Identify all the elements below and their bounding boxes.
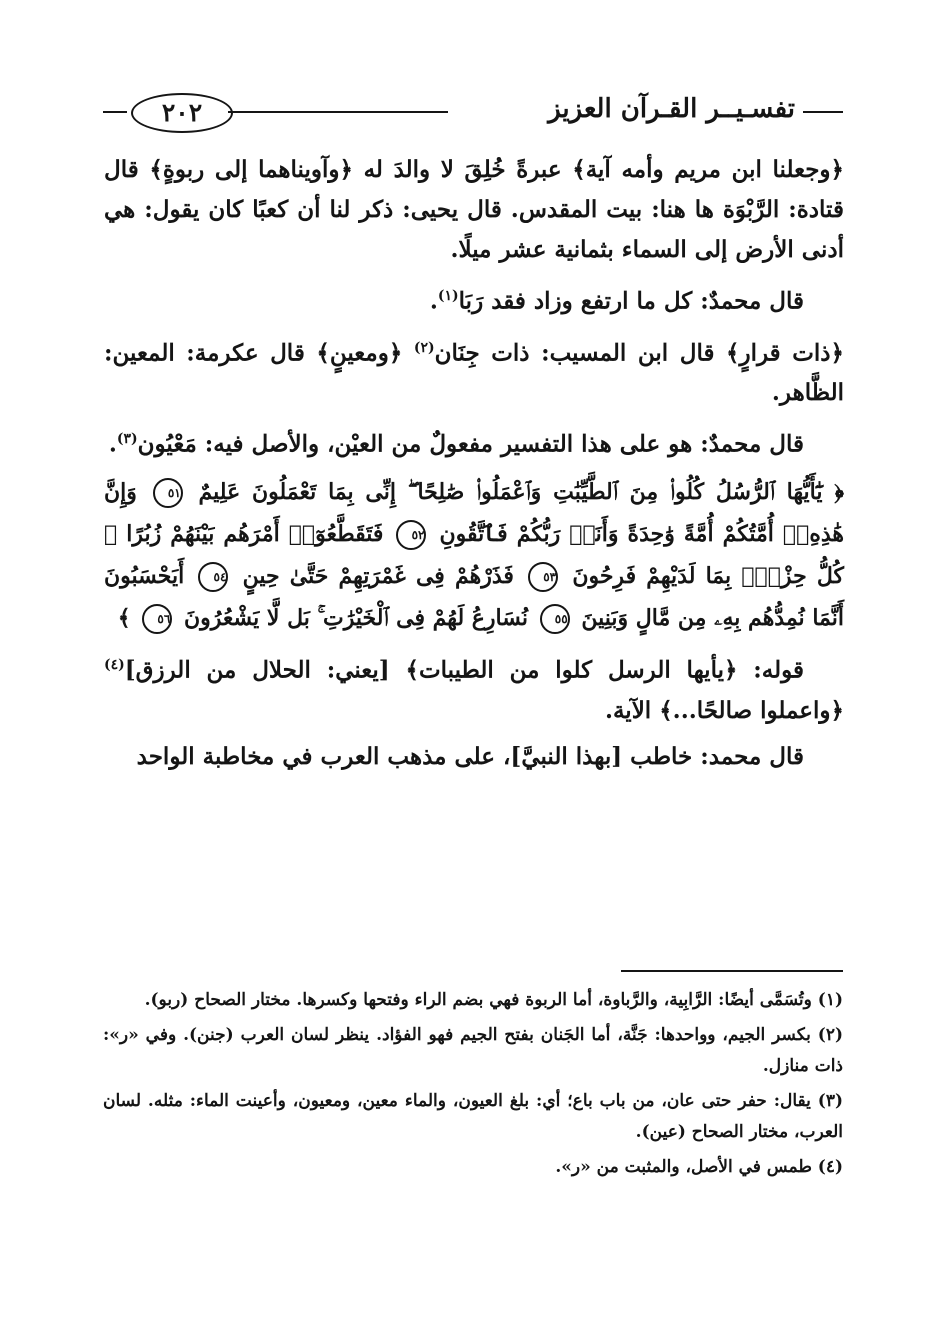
paragraph-raba: قال محمدٌ: كل ما ارتفع وزاد فقد رَبَا$^{(١)}$. [429, 287, 804, 315]
verse-53-text: فَتَقَطَّعُوٓا۟ أَمْرَهُم بَيْنَهُمْ زُبُرًا ۖ كُلُّ حِزْبٍۭ بِمَا لَدَيْهِمْ فَرِحُونَ [104, 520, 844, 589]
paragraph-maeen-text: قال محمدٌ: هو على هذا التفسير مفعولٌ من العيْن، والأصل فيه: مَعْيُون [137, 430, 804, 458]
footnote-ref-4: (٤) [104, 656, 125, 673]
footnote-ref-2: (٢) [413, 339, 435, 356]
ayah-marker-52: ٥٢ [396, 520, 426, 550]
paragraph-qarar-tail: ﴿ومعينٍ﴾ قال عكرمة: المعين: الظَّاهر. [104, 339, 844, 407]
paragraph-qarar-text: ﴿ذات قرارٍ﴾ قال ابن المسيب: ذات جِنَان [434, 339, 844, 367]
footnote-separator [621, 970, 843, 972]
footnotes [103, 985, 843, 1187]
footnote-ref-1: (١) [437, 288, 459, 304]
paragraph-rabwa: ﴿وجعلنا ابن مريم وأمه آية﴾ عبرةً خُلِقَ لا والدَ له ﴿وآويناهما إلى ربوةٍ﴾ قال قتادة: الرَّبْوَة ها هنا: بيت المقدس. قال يحيى: ذكر لنا أن كعبًا كان يقول: هي أدنى الأرض إلى السماء بثمانية عشر ميلًا. [104, 156, 844, 263]
header-rule-right [803, 111, 843, 113]
ayah-marker-54: ٥٤ [198, 562, 228, 592]
quran-verses [104, 471, 844, 639]
verse-52-text: وَإِنَّ هَٰذِهِۦٓ أُمَّتُكُمْ أُمَّةً وَٰحِدَةً وَأَنَا۠ رَبُّكُمْ فَٱتَّقُونِ [104, 478, 844, 547]
paragraph-qawluhu-text: قوله: ﴿يأيها الرسل كلوا من الطيبات﴾ [يعني: الحلال من الرزق] [124, 656, 804, 684]
verse-51-text: ﴿ يَٰٓأَيُّهَا ٱلرُّسُلُ كُلُوا۟ مِنَ ٱلطَّيِّبَٰتِ وَٱعْمَلُوا۟ صَٰلِحًا ۖ إِنِّى بِمَا تَعْمَلُونَ عَلِيمٌ [198, 478, 844, 505]
footnote-2: (٢) بكسر الجيم، وواحدها: جَنَّة، أما الجَنان بفتح الجيم فهو الفؤاد. ينظر لسان العرب (جنن). وفي «ر»: ذات منازل. [103, 1025, 843, 1076]
verse-55-text: أَيَحْسَبُونَ أَنَّمَا نُمِدُّهُم بِهِۦ مِن مَّالٍ وَبَنِينَ [104, 562, 844, 631]
footnote-1: (١) وتُسَمَّى أيضًا: الرَّابِية، والرَّباوة، أما الربوة فهي بضم الراء وفتحها وكسرها. مختار الصحاح (ربو). [144, 990, 843, 1010]
running-title: تفسـيــر القـرآن العزيز [548, 94, 795, 124]
verse-54-text: فَذَرْهُمْ فِى غَمْرَتِهِمْ حَتَّىٰ حِينٍ [242, 562, 514, 589]
verse-closing-bracket: ﴾ [117, 604, 131, 631]
paragraph-qawluhu [104, 645, 844, 731]
ayah-marker-53: ٥٣ [528, 562, 558, 592]
header-rule-left [103, 111, 127, 113]
footnote-4: (٤) طمس في الأصل، والمثبت من «ر». [555, 1157, 843, 1177]
paragraph-qarar [104, 328, 844, 414]
verse-56-text: نُسَارِعُ لَهُمْ فِى ٱلْخَيْرَٰتِ ۚ بَل لَّا يَشْعُرُونَ [183, 604, 529, 631]
page-number: ٢٠٢ [131, 93, 233, 133]
footnote-ref-3: (٣) [116, 431, 138, 448]
ayah-marker-55: ٥٥ [540, 604, 570, 634]
ayah-marker-51: ٥١ [153, 478, 183, 508]
header-rule-middle [228, 111, 448, 113]
ayah-marker-56: ٥٦ [142, 604, 172, 634]
paragraph-raba-text: قال محمدٌ: كل ما ارتفع وزاد فقد رَبَا [458, 287, 804, 315]
running-header [103, 93, 843, 133]
footnote-3: (٣) يقال: حفر حتى عان، من باب باع؛ أي: بلغ العيون، والماء معين، ومعيون، وأعينت الماء: مثله. لسان العرب، مختار الصحاح (عين). [103, 1091, 843, 1142]
paragraph-maeen: قال محمدٌ: هو على هذا التفسير مفعولٌ من العيْن، والأصل فيه: مَعْيُون$^{(٣)}$. [108, 430, 804, 458]
paragraph-khataba: قال محمد: خاطب [بهذا النبيَّ]، على مذهب العرب في مخاطبة الواحد [136, 742, 804, 770]
body-text [104, 150, 844, 783]
paragraph-qawluhu-tail: ﴿واعملوا صالحًا...﴾ الآية. [604, 696, 844, 724]
